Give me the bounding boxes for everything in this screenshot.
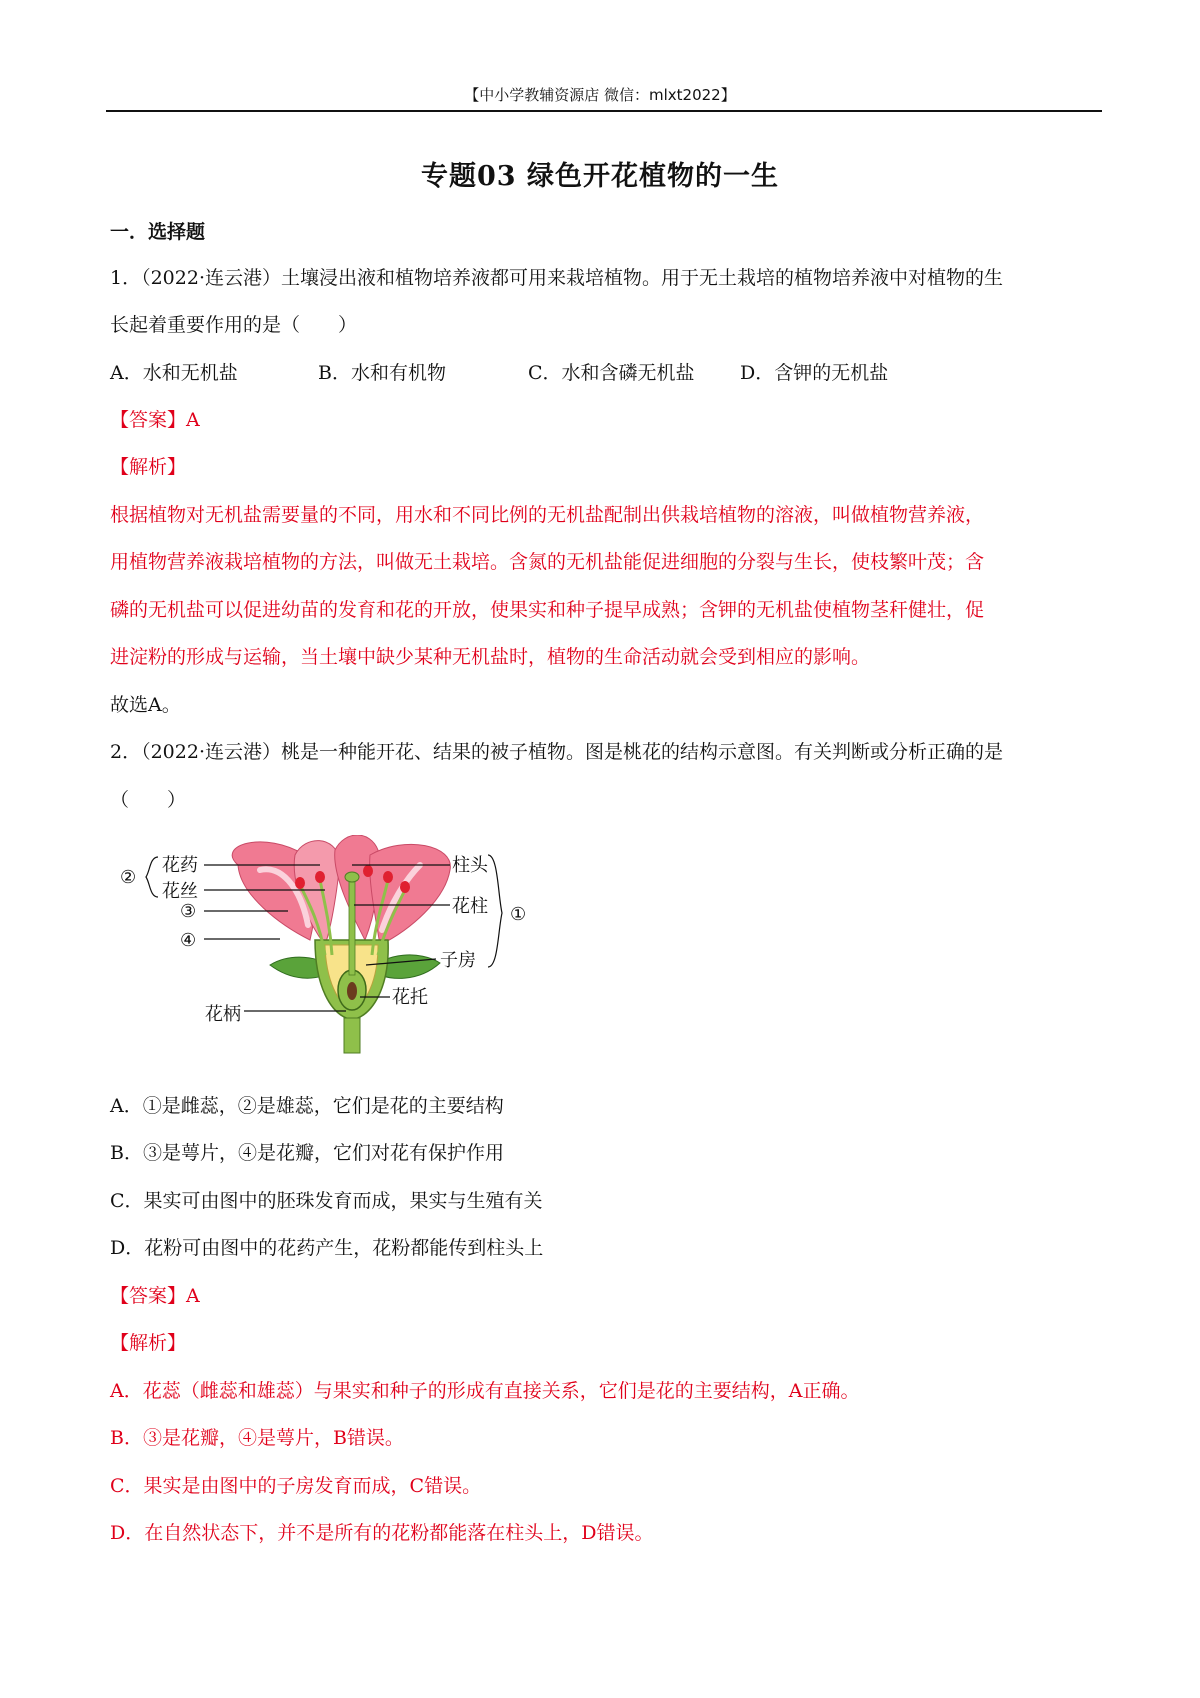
pedicel	[344, 1018, 360, 1053]
label-num4: ④	[180, 930, 197, 951]
anther	[400, 881, 410, 893]
anther	[383, 871, 393, 883]
q1-stem-line2: 长起着重要作用的是（ ）	[110, 314, 358, 336]
q1-conclusion: 故选A。	[110, 694, 181, 716]
q2-analysis-line: A．花蕊（雌蕊和雄蕊）与果实和种子的形成有直接关系，它们是花的主要结构，A正确。	[110, 1380, 860, 1402]
page-title: 专题03 绿色开花植物的一生	[421, 161, 779, 192]
q1-option-b: B．水和有机物	[318, 362, 446, 384]
q1-stem-line1: 1．（2022·连云港）土壤浸出液和植物培养液都可用来栽培植物。用于无土栽培的植物培养液中对植物的生	[110, 267, 1003, 289]
anther	[363, 865, 373, 877]
q2-analysis-label: 【解析】	[110, 1332, 187, 1354]
label-num1: ①	[510, 904, 527, 925]
q2-stem-line2: （ ）	[110, 789, 187, 811]
q2-analysis-line: D．在自然状态下，并不是所有的花粉都能落在柱头上，D错误。	[110, 1522, 654, 1544]
stigma	[345, 872, 359, 882]
label-huatuo: 花托	[392, 987, 428, 1008]
label-huazhu: 花柱	[452, 896, 488, 917]
label-num2: ②	[120, 867, 137, 888]
peach-flower-diagram	[120, 835, 580, 1055]
label-huabing: 花柄	[205, 1004, 241, 1025]
anther	[315, 871, 325, 883]
q2-option-b: B．③是萼片，④是花瓣，它们对花有保护作用	[110, 1142, 504, 1164]
q1-analysis-line: 根据植物对无机盐需要量的不同，用水和不同比例的无机盐配制出供栽培植物的溶液，叫做植物营养液，	[110, 504, 985, 526]
q2-answer: 【答案】A	[110, 1285, 200, 1307]
q1-answer: 【答案】A	[110, 409, 200, 431]
q2-option-d: D．花粉可由图中的花药产生，花粉都能传到柱头上	[110, 1237, 544, 1259]
header-rule	[106, 110, 1102, 112]
ovule	[347, 982, 357, 1000]
section-heading: 一．选择题	[110, 221, 206, 243]
q1-option-a: A．水和无机盐	[110, 362, 238, 384]
q2-option-c: C．果实可由图中的胚珠发育而成，果实与生殖有关	[110, 1190, 543, 1212]
q1-analysis-label: 【解析】	[110, 456, 187, 478]
flower-svg	[120, 835, 580, 1055]
style	[349, 880, 355, 975]
q2-analysis-line: C．果实是由图中的子房发育而成，C错误。	[110, 1475, 482, 1497]
q2-option-a: A．①是雌蕊，②是雄蕊，它们是花的主要结构	[110, 1095, 504, 1117]
anther	[295, 877, 305, 889]
label-zhutou: 柱头	[452, 855, 488, 876]
q2-analysis-line: B．③是花瓣，④是萼片，B错误。	[110, 1427, 404, 1449]
page-header: 【中小学教辅资源店 微信：mlxt2022】	[464, 86, 736, 104]
q1-option-d: D．含钾的无机盐	[740, 362, 889, 384]
q1-analysis-line: 磷的无机盐可以促进幼苗的发育和花的开放，使果实和种子提早成熟；含钾的无机盐使植物茎秆健壮，促	[110, 599, 985, 621]
q2-stem-line1: 2．（2022·连云港）桃是一种能开花、结果的被子植物。图是桃花的结构示意图。有关判断或分析正确的是	[110, 741, 1003, 763]
q1-analysis-line: 进淀粉的形成与运输，当土壤中缺少某种无机盐时，植物的生命活动就会受到相应的影响。	[110, 646, 871, 668]
q1-analysis-line: 用植物营养液栽培植物的方法，叫做无土栽培。含氮的无机盐能促进细胞的分裂与生长，使枝繁叶茂；含	[110, 551, 985, 573]
label-zifang: 子房	[440, 950, 476, 971]
label-huasi: 花丝	[162, 881, 198, 902]
label-num3: ③	[180, 901, 197, 922]
q1-option-c: C．水和含磷无机盐	[528, 362, 695, 384]
label-huayao: 花药	[162, 855, 198, 876]
